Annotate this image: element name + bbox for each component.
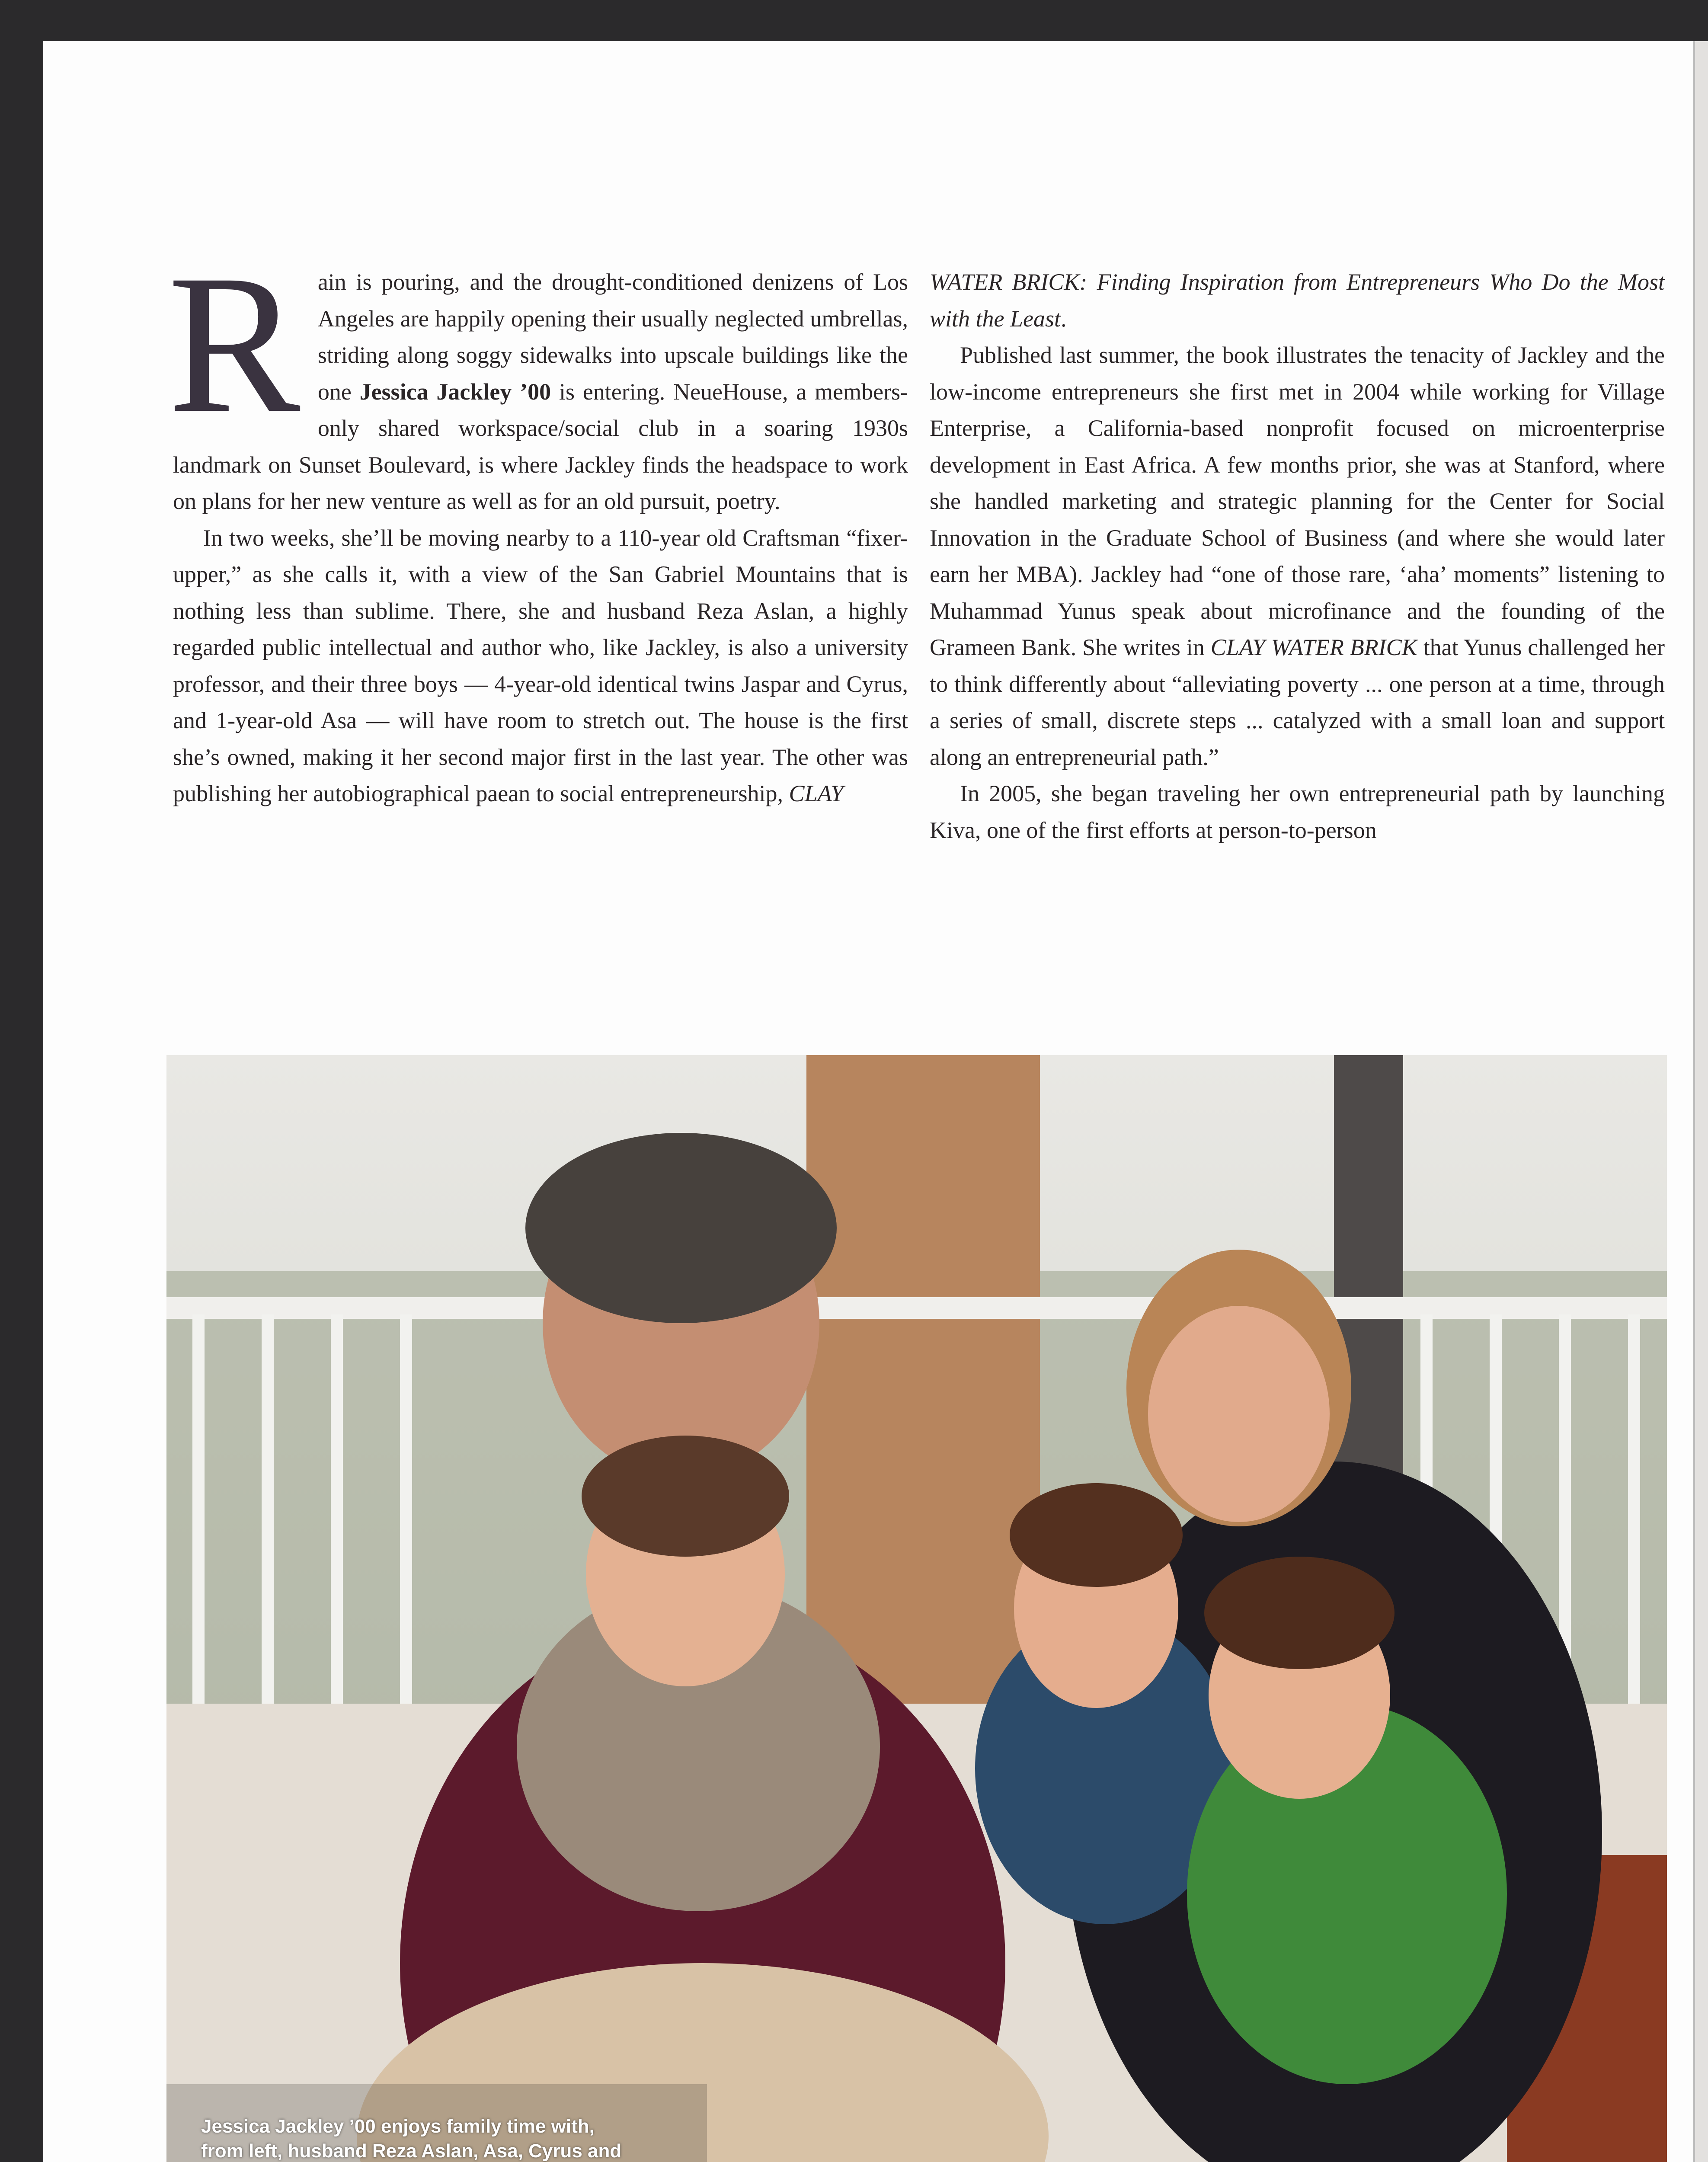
- paragraph: [930, 337, 1665, 775]
- paragraph-text: is entering. NeueHouse, a members-only shared workspace/social club in a soaring 1930s landmark on Sunset Boulevard, is where Jackley finds the headspace to work on plans for her new venture as well as for an old pursuit, poetry.: [173, 378, 908, 514]
- photo-caption: Jessica Jackley ’00 enjoys family time with, from left, husband Reza Aslan, Asa, Cyrus and: [201, 2116, 622, 2162]
- paragraph-text: ain is pouring, and the drought-conditioned denizens of Los Angeles are happily opening their usually neglected umbrellas, striding along soggy sidewalks into upscale buildings like the one: [317, 269, 908, 405]
- paragraph: [168, 233, 908, 520]
- book-title: WATER BRICK: Finding Inspiration from Entrepreneurs Who Do the Most with the Least: [930, 269, 1665, 332]
- facing-page-edge: [1693, 41, 1708, 2162]
- paragraph-text: that Yunus challenged her to think differently about “alleviating poverty ... one person at a time, through a series of small, discrete steps ... catalyzed with a small loan and support along an entrepreneurial path.”: [930, 634, 1665, 770]
- family-photo: [166, 1055, 1667, 2162]
- book-title: CLAY: [789, 780, 844, 806]
- paragraph-text: Published last summer, the book illustrates the tenacity of Jackley and the low-income entrepreneurs she first met in 2004 while working for Village Enterprise, a California-based nonprofit focused on microenterprise development in East Africa. A few months prior, she was at Stanford, where she handled marketing and strategic planning for the Center for Social Innovation in the Graduate School of Business (and where she would later earn her MBA). Jackley had “one of those rare, ‘aha’ moments” listening to Muhammad Yunus speak about microfinance and the founding of the Grameen Bank. She writes in: [930, 342, 1665, 660]
- drop-cap: R: [168, 233, 301, 454]
- book-title: CLAY WATER BRICK: [1210, 634, 1417, 660]
- paragraph: [173, 520, 908, 812]
- subject-name: Jessica Jackley ’00: [359, 378, 551, 405]
- article-left-column: [168, 233, 908, 812]
- article-right-column: [930, 264, 1665, 848]
- paragraph: [930, 775, 1665, 848]
- paragraph-text: In two weeks, she’ll be moving nearby to a 110-year old Craftsman “fixer-upper,” as she calls it, with a view of the San Gabriel Mountains that is nothing less than sublime. There, she and husband Reza Aslan, a highly regarded public intellectual and author who, like Jackley, is also a university professor, and their three boys — 4-year-old identical twins Jaspar and Cyrus, and 1-year-old Asa — will have room to stretch out. The house is the first she’s owned, making it her second major first in the last year. The other was publishing her autobiographical paean to social entrepreneurship,: [173, 525, 908, 806]
- paragraph-text: .: [1061, 305, 1067, 332]
- family-photo-illustration: [166, 1055, 1667, 2162]
- paragraph: [930, 264, 1665, 337]
- paragraph-text: In 2005, she began traveling her own entrepreneurial path by launching Kiva, one of the first efforts at person-to-person: [930, 780, 1665, 843]
